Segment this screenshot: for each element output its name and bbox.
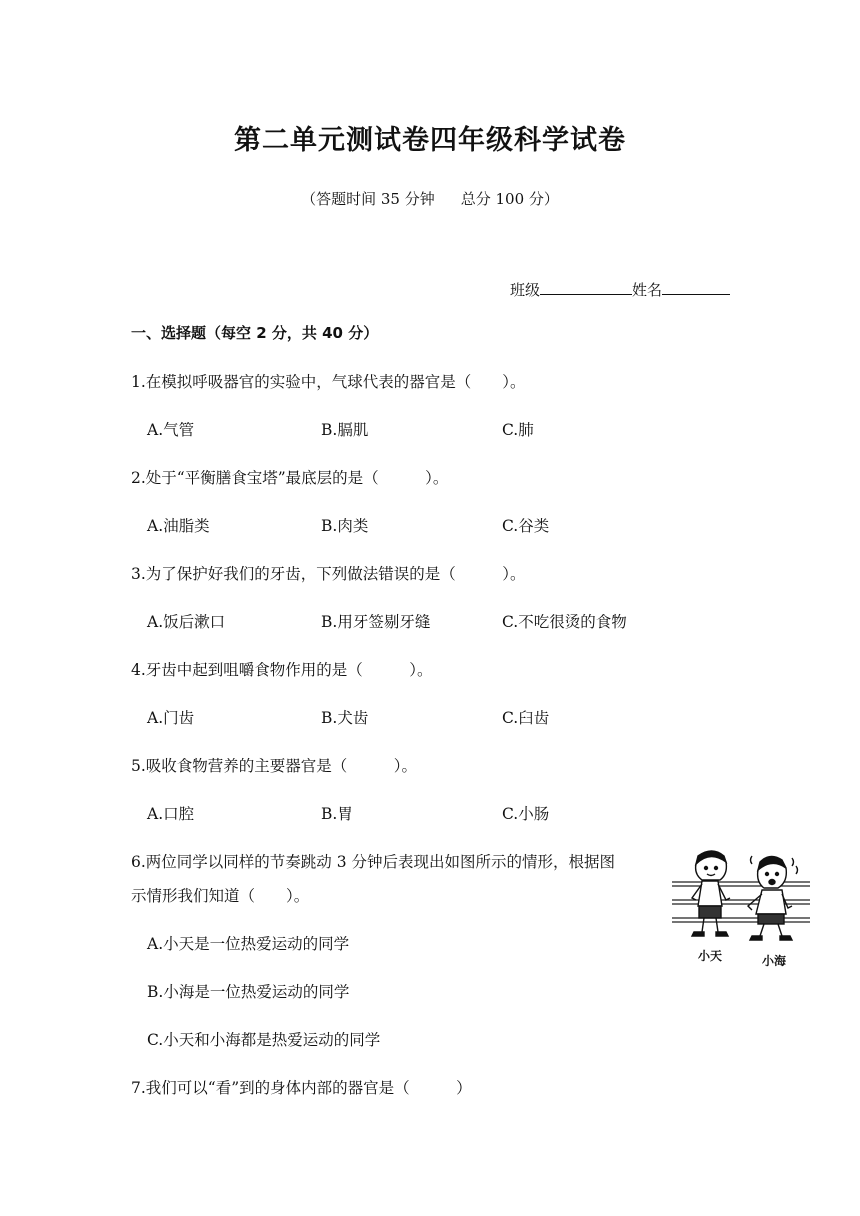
class-label: 班级 <box>510 281 541 299</box>
question-7: 7.我们可以“看”到的身体内部的器官是（ ） <box>131 1079 472 1097</box>
question-1: 1.在模拟呼吸器官的实验中，气球代表的器官是（ ）。 <box>131 373 526 391</box>
q3-option-a[interactable]: A.饭后漱口 <box>147 613 226 631</box>
q2-option-a[interactable]: A.油脂类 <box>147 517 210 535</box>
q4-option-b[interactable]: B.犬齿 <box>321 709 369 727</box>
question-3: 3.为了保护好我们的牙齿，下列做法错误的是（ ）。 <box>131 565 526 583</box>
total-score: 总分 100 分） <box>460 190 559 208</box>
class-blank[interactable] <box>540 278 632 295</box>
q3-option-c[interactable]: C.不吃很烫的食物 <box>502 613 627 631</box>
name-blank[interactable] <box>662 278 730 295</box>
section-heading: 一、选择题（每空 2 分，共 40 分） <box>131 324 379 342</box>
question-6-line-2: 示情形我们知道（ ）。 <box>131 887 310 905</box>
q1-option-c[interactable]: C.肺 <box>502 421 534 439</box>
q5-option-a[interactable]: A.口腔 <box>147 805 195 823</box>
q5-option-b[interactable]: B.胃 <box>321 805 353 823</box>
q1-option-a[interactable]: A.气管 <box>147 421 195 439</box>
q4-option-a[interactable]: A.门齿 <box>147 709 195 727</box>
question-2: 2.处于“平衡膳食宝塔”最底层的是（ ）。 <box>131 469 449 487</box>
figure-label-xiaohai: 小海 <box>761 954 787 968</box>
q6-option-b[interactable]: B.小海是一位热爱运动的同学 <box>147 983 350 1001</box>
q2-option-b[interactable]: B.肉类 <box>321 517 369 535</box>
q6-option-c[interactable]: C.小天和小海都是热爱运动的同学 <box>147 1031 381 1049</box>
q2-option-c[interactable]: C.谷类 <box>502 517 550 535</box>
page-title: 第二单元测试卷四年级科学试卷 <box>234 125 626 156</box>
student-info <box>510 278 730 300</box>
q6-option-a[interactable]: A.小天是一位热爱运动的同学 <box>147 935 350 953</box>
q3-option-b[interactable]: B.用牙签剔牙缝 <box>321 613 431 631</box>
question-4: 4.牙齿中起到咀嚼食物作用的是（ ）。 <box>131 661 433 679</box>
q1-option-b[interactable]: B.膈肌 <box>321 421 369 439</box>
figure-label-xiaotian: 小天 <box>697 949 723 963</box>
time-limit: （答题时间 35 分钟 <box>301 190 435 208</box>
question-5: 5.吸收食物营养的主要器官是（ ）。 <box>131 757 418 775</box>
name-label: 姓名 <box>632 281 663 299</box>
q5-option-c[interactable]: C.小肠 <box>502 805 550 823</box>
exam-subtitle <box>0 188 860 209</box>
question-6-line-1: 6.两位同学以同样的节奏跳动 3 分钟后表现出如图所示的情形，根据图 <box>131 853 616 871</box>
q4-option-c[interactable]: C.臼齿 <box>502 709 550 727</box>
two-students-illustration <box>668 848 814 973</box>
